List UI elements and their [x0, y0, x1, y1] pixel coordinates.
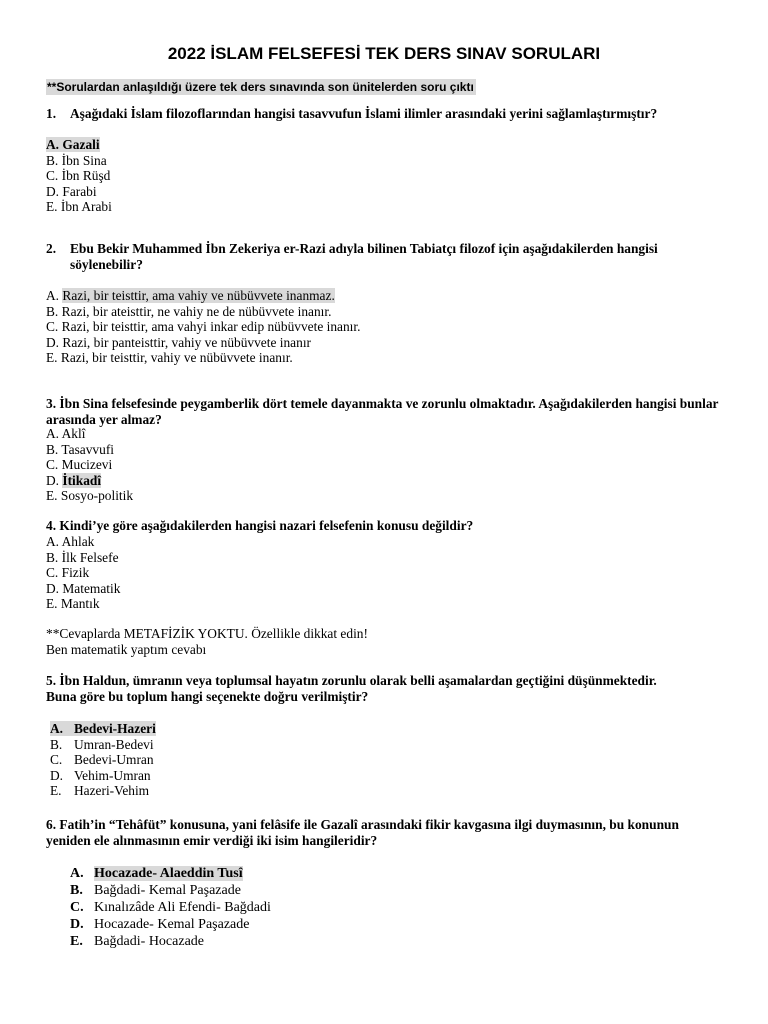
- question-2: [46, 241, 716, 272]
- option-e: E. Sosyo-politik: [46, 488, 134, 503]
- option-b: B. Tasavvufi: [46, 441, 114, 457]
- option-e: E. Hazeri-Vehim: [50, 783, 150, 798]
- option-a: A. Aklî: [46, 426, 86, 441]
- option-c: C. Kınalızâde Ali Efendi- Bağdadi: [70, 900, 271, 915]
- question-number: 3.: [46, 396, 57, 411]
- question-1: [46, 106, 736, 122]
- option-b: B. Razi, bir ateisttir, ne vahiy ne de nübüvvete inanır.: [46, 303, 332, 319]
- question-2-options: [46, 288, 360, 366]
- question-number: 1.: [46, 106, 57, 121]
- question-5: [46, 673, 686, 704]
- option-d: D. İtikadî: [46, 472, 102, 488]
- option-d: D. Razi, bir panteisttir, vahiy ve nübüvvete inanır: [46, 334, 311, 350]
- comment-line: Ben matematik yaptım cevabı: [46, 641, 207, 657]
- question-3-options: [46, 426, 133, 504]
- option-a: A. Bedevi-Hazeri: [50, 721, 156, 736]
- option-d: D. Vehim-Umran: [50, 767, 151, 783]
- option-a: A. Hocazade- Alaeddin Tusî: [70, 866, 243, 881]
- option-c: C. Bedevi-Umran: [50, 752, 154, 767]
- intro-note: **Sorulardan anlaşıldığı üzere tek ders sınavında son ünitelerden soru çıktı: [47, 80, 474, 94]
- question-1-options: [46, 137, 112, 215]
- question-text: İbn Haldun, ümranın veya toplumsal hayatın zorunlu olarak belli aşamalardan geçtiğini düşünmektedir. Buna göre bu toplum hangi seçenekte doğru verilmiştir?: [46, 673, 657, 704]
- question-number: 4.: [46, 518, 57, 533]
- question-text: Kindi’ye göre aşağıdakilerden hangisi nazari felsefenin konusu değildir?: [59, 518, 474, 533]
- option-d: D. Farabi: [46, 183, 97, 199]
- question-6: [46, 817, 706, 848]
- option-d: D. Matematik: [46, 580, 121, 596]
- question-4: [46, 518, 736, 534]
- question-text: Ebu Bekir Muhammed İbn Zekeriya er-Razi adıyla bilinen Tabiatçı filozof için aşağıdakilerden hangisi söylenebilir?: [70, 241, 658, 272]
- option-d: D. Hocazade- Kemal Paşazade: [70, 917, 250, 932]
- option-c: C. Fizik: [46, 565, 90, 580]
- question-text: Fatih’in “Tehâfüt” konusuna, yani felâsife ile Gazalî arasındaki fikir kavgasına ilgi duymasının, bu konunun yeniden ele alınmasının emir verdiği iki isim hangileridir?: [46, 817, 679, 848]
- option-b: B. Bağdadi- Kemal Paşazade: [70, 883, 241, 898]
- question-text: İbn Sina felsefesinde peygamberlik dört temele dayanmakta ve zorunlu olmaktadır. Aşağıdakilerden hangisi bunlar arasında yer almaz?: [46, 396, 719, 427]
- option-a: A. Ahlak: [46, 534, 95, 549]
- option-e: E. İbn Arabi: [46, 199, 112, 214]
- answer-comment: [46, 626, 368, 657]
- option-a: A. Razi, bir teisttir, ama vahiy ve nübüvvete inanmaz.: [46, 288, 335, 303]
- option-b: B. İbn Sina: [46, 152, 107, 168]
- option-c: C. Mucizevi: [46, 457, 113, 472]
- question-6-options: [46, 865, 271, 950]
- question-text: Aşağıdaki İslam filozoflarından hangisi tasavvufun İslami ilimler arasındaki yerini sağlamlaştırmıştır?: [70, 106, 658, 121]
- option-e: E. Bağdadi- Hocazade: [70, 934, 204, 949]
- option-a: A. Gazali: [46, 137, 100, 152]
- option-b: B. Umran-Bedevi: [50, 736, 154, 752]
- option-e: E. Mantık: [46, 596, 100, 611]
- question-number: 5.: [46, 673, 57, 688]
- option-e: E. Razi, bir teisttir, vahiy ve nübüvvete inanır.: [46, 350, 293, 365]
- question-3: [46, 396, 726, 427]
- comment-line: **Cevaplarda METAFİZİK YOKTU. Özellikle dikkat edin!: [46, 626, 368, 641]
- question-5-options: [46, 721, 156, 799]
- option-b: B. İlk Felsefe: [46, 549, 119, 565]
- question-number: 2.: [46, 241, 57, 256]
- question-4-options: [46, 534, 120, 612]
- option-c: C. İbn Rüşd: [46, 168, 111, 183]
- question-number: 6.: [46, 817, 57, 832]
- option-c: C. Razi, bir teisttir, ama vahyi inkar edip nübüvvete inanır.: [46, 319, 361, 334]
- document-title: 2022 İSLAM FELSEFESİ TEK DERS SINAV SORULARI: [167, 44, 601, 63]
